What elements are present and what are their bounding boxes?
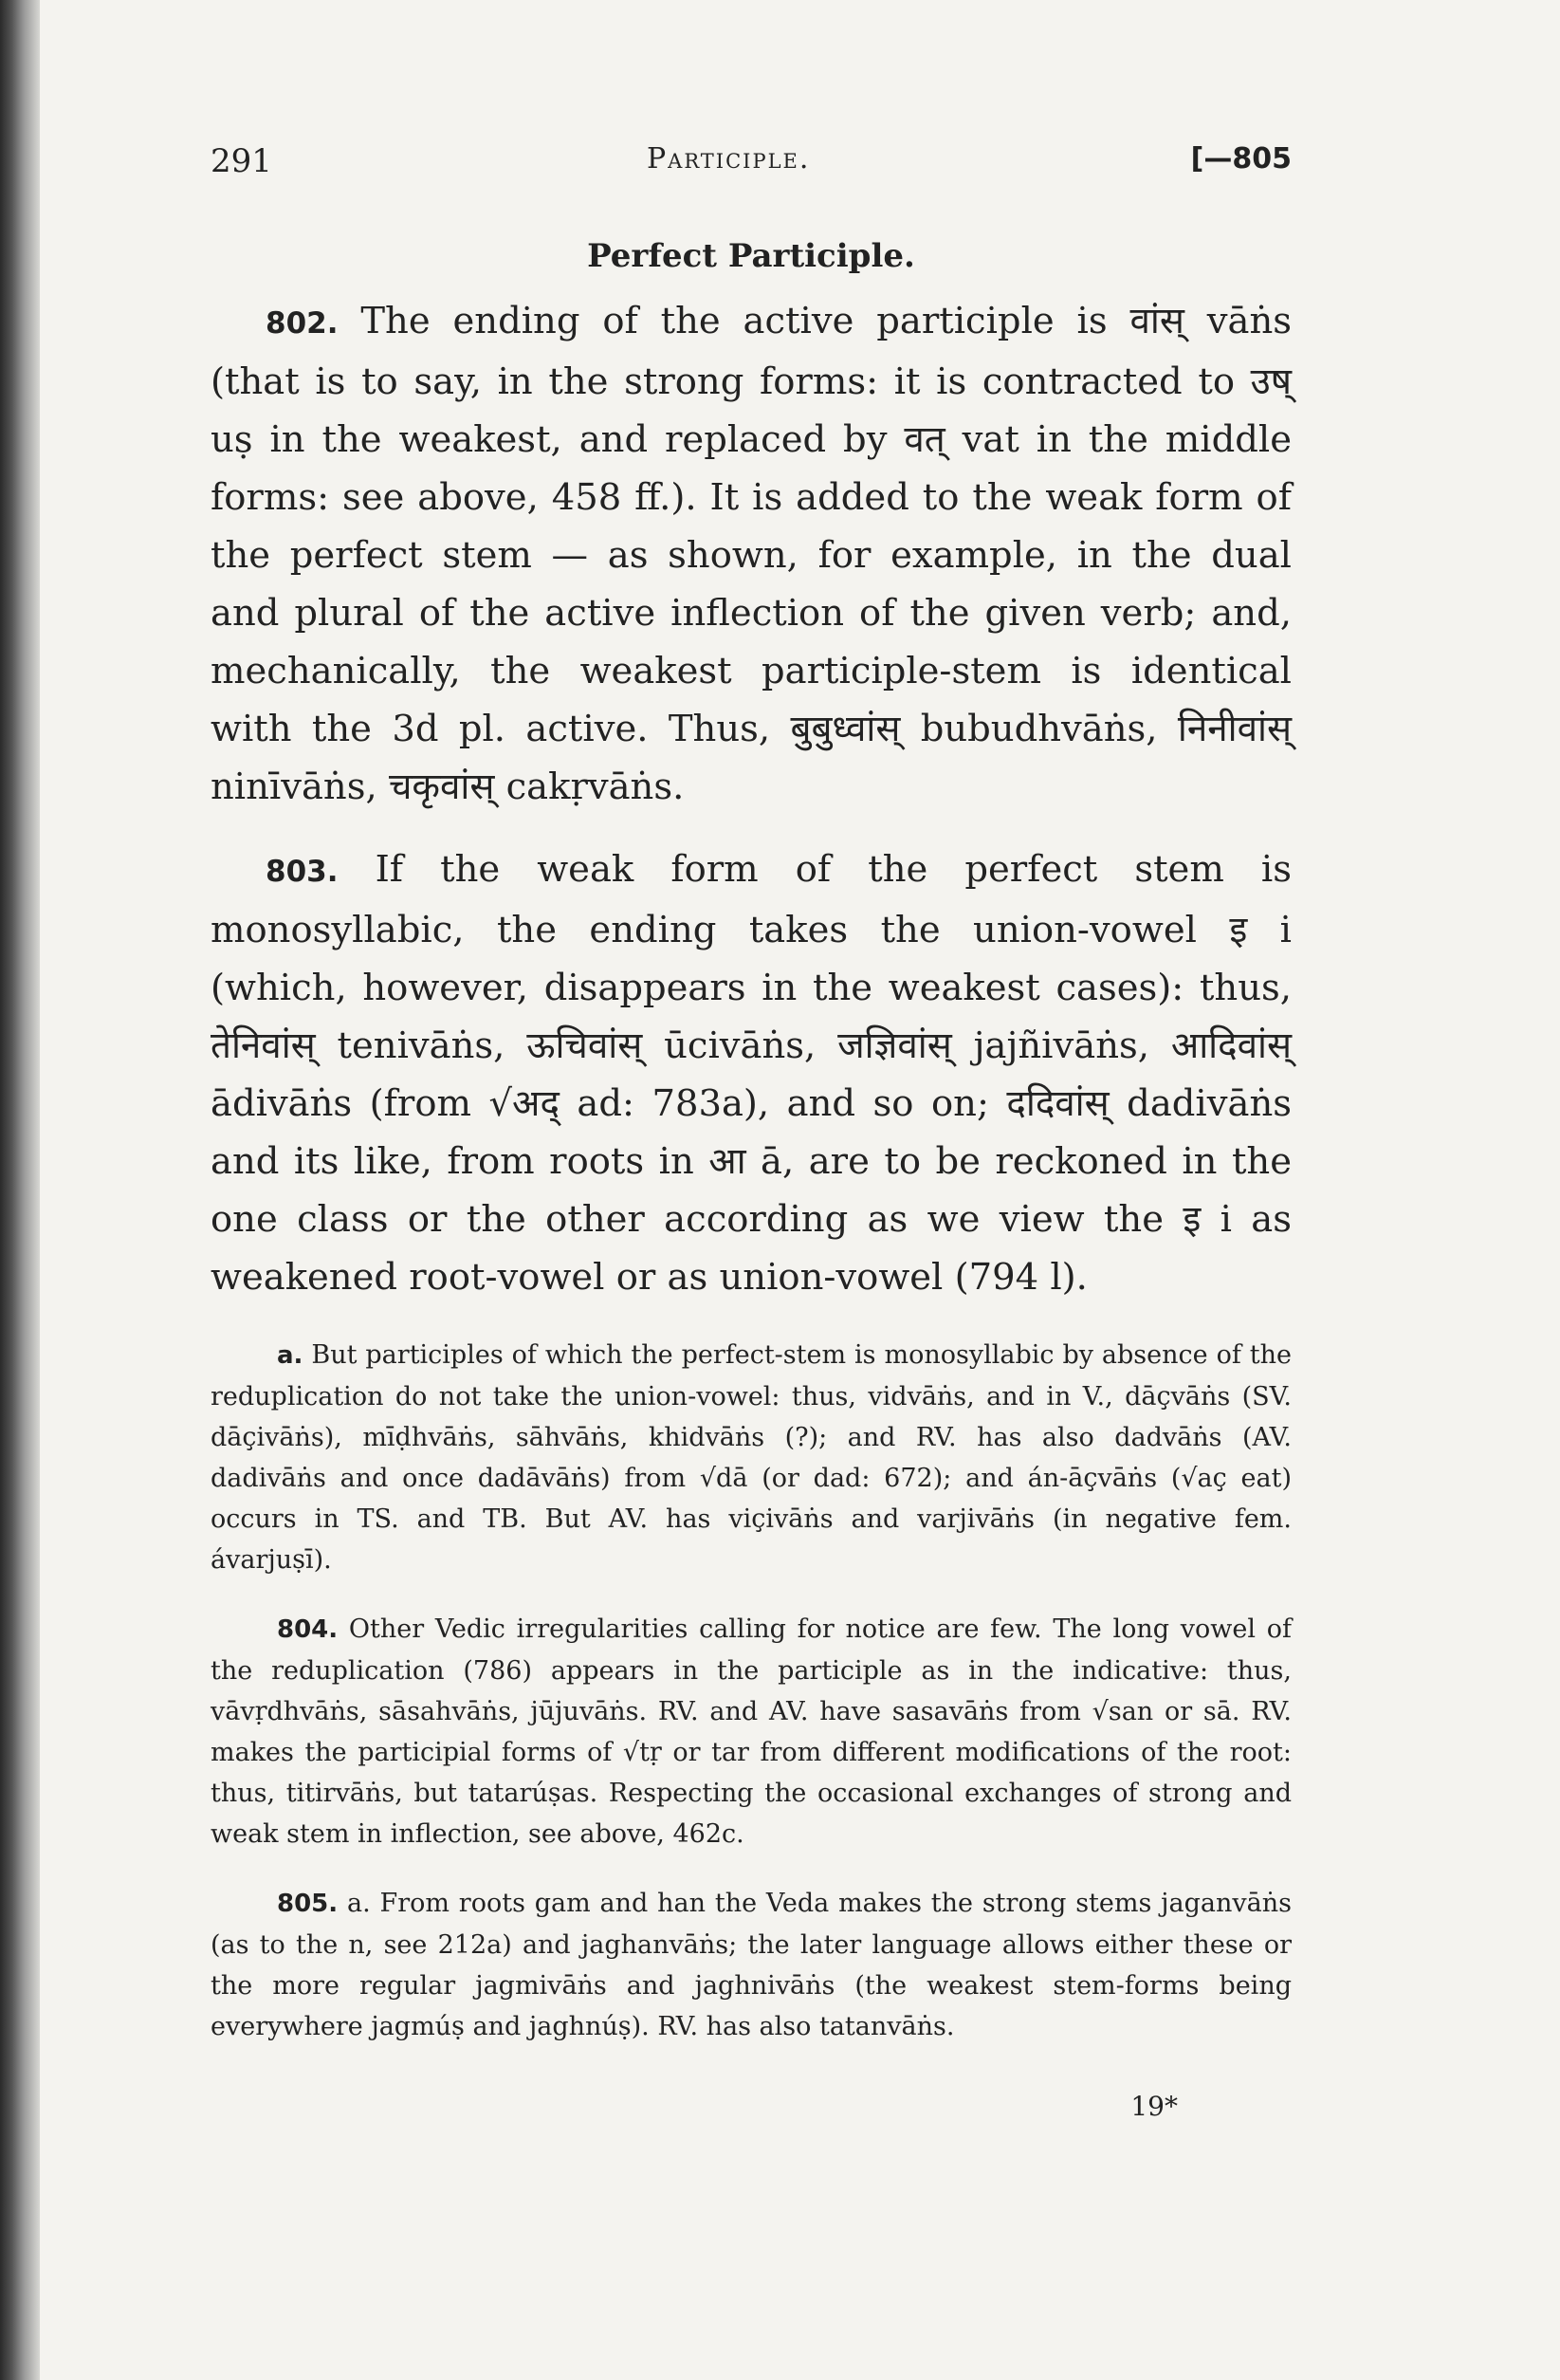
- paragraph-number: 803.: [266, 855, 339, 889]
- paragraph-805: [211, 1883, 1292, 2047]
- page-content: [211, 114, 1292, 2122]
- paragraph-802: [211, 292, 1292, 816]
- paragraph-803a: [211, 1335, 1292, 1580]
- section-reference: [—805: [1190, 142, 1292, 175]
- paragraph-804: [211, 1609, 1292, 1854]
- page-number: 291: [211, 142, 272, 180]
- paragraph-803: [211, 840, 1292, 1306]
- paragraph-number: a.: [277, 1341, 303, 1370]
- paragraph-text: a. From roots gam and han the Veda makes the strong stems jaganvāṅs (as to the n, see 212a) and jaghanvāṅs; the later language allows either these or the more regular jagmivāṅs and jaghnivāṅs (the weakest stem-forms being everywhere jagmúṣ and jaghnúṣ). RV. has also tatanvāṅs.: [211, 1889, 1292, 2041]
- running-title: Participle.: [647, 142, 811, 175]
- paragraph-number: 804.: [277, 1615, 339, 1644]
- paragraph-text: The ending of the active participle is वांस् vāṅs (that is to say, in the strong forms: it is contracted to उष् uṣ in the weakest, and replaced by वत् vat in the middle forms: see above, 458 ff.). It is added to the weak form of the perfect stem — as shown, for example, in the dual and plural of the active inflection of the given verb; and, mechanically, the weakest participle-stem is identical with the 3d pl. active. Thus, बुबुध्वांस् bubudhvāṅs, निनीवांस् ninīvāṅs, चकृवांस् cakṛvāṅs.: [211, 300, 1292, 808]
- signature-mark: 19*: [1130, 2091, 1178, 2122]
- paragraph-text: Other Vedic irregularities calling for notice are few. The long vowel of the reduplication (786) appears in the participle as in the indicative: thus, vāvṛdhvāṅs, sāsahvāṅs, jūjuvāṅs. RV. and AV. have sasavāṅs from √san or sā. RV. makes the participial forms of √tṛ or tar from different modifications of the root: thus, titirvāṅs, but tatarúṣas. Respecting the occasional exchanges of strong and weak stem in inflection, see above, 462c.: [211, 1614, 1292, 1849]
- paragraph-number: 805.: [277, 1890, 339, 1918]
- paragraph-text: But participles of which the perfect-stem is monosyllabic by absence of the reduplication do not take the union-vowel: thus, vidvāṅs, and in V., dāçvāṅs (SV. dāçivāṅs), mīḍhvāṅs, sāhvāṅs, khidvāṅs (?); and RV. has also dadvāṅs (AV. dadivāṅs and once dadāvāṅs) from √dā (or dad: 672); and án-āçvāṅs (√aç eat) occurs in TS. and TB. But AV. has viçivāṅs and varjivāṅs (in negative fem. ávarjuṣī).: [211, 1340, 1292, 1575]
- book-binding-shadow: [0, 0, 40, 2380]
- paragraph-number: 802.: [266, 306, 339, 341]
- running-head: [211, 114, 1292, 180]
- section-title: Perfect Participle.: [587, 237, 915, 275]
- paragraph-text: If the weak form of the perfect stem is monosyllabic, the ending takes the union-vowel इ i (which, however, disappears in the weakest cases): thus, तेनिवांस् tenivāṅs, ऊचिवांस् ūcivāṅs, जज्ञिवांस् jajñivāṅs, आदिवांस् ādivāṅs (from √अद् ad: 783a), and so on; ददिवांस् dadivāṅs and its like, from roots in आ ā, are to be reckoned in the one class or the other according as we view the इ i as weakened root-vowel or as union-vowel (794 l).: [211, 848, 1292, 1299]
